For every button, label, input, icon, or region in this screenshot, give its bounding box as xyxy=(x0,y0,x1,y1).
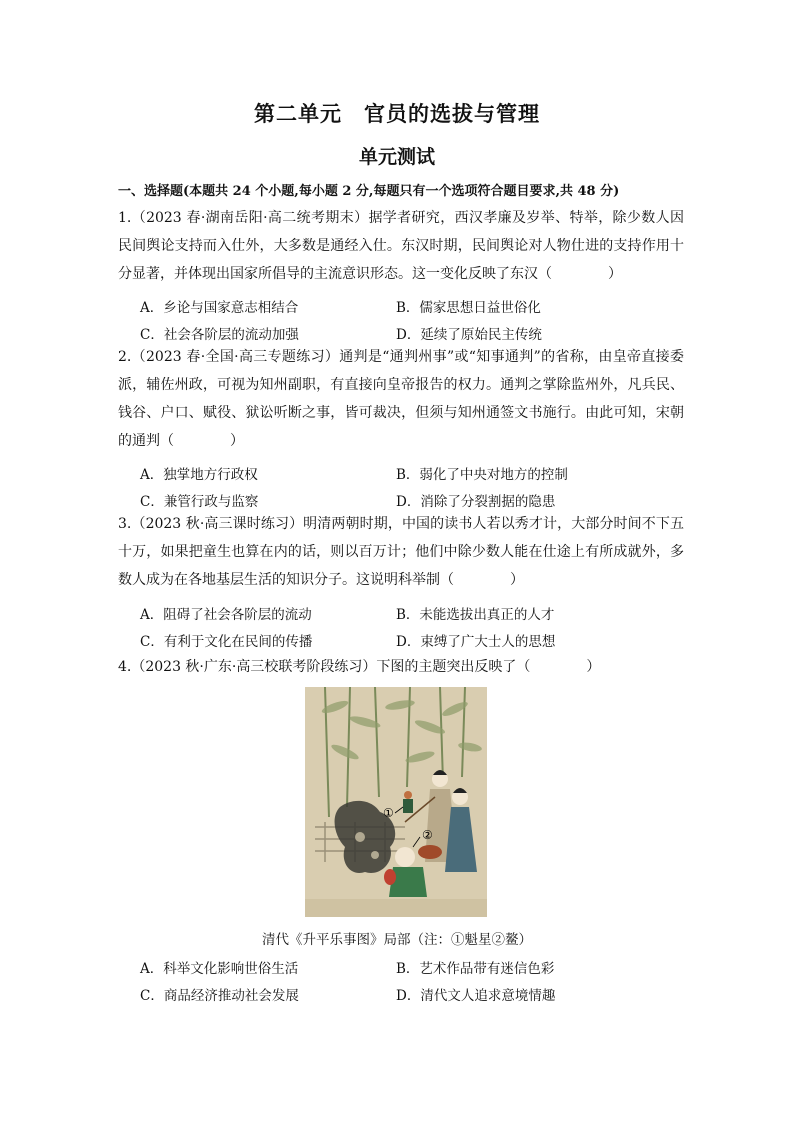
option-a: A．乡论与国家意志相结合 xyxy=(140,300,299,316)
sub-title: 单元测试 xyxy=(358,146,435,168)
option-b: B．儒家思想日益世俗化 xyxy=(396,300,541,316)
question-stem: 1.（2023 春·湖南岳阳·高二统考期末）据学者研究，西汉孝廉及岁举、特举，除少数人因民间舆论支持而入仕外，大多数是通经入仕。东汉时期，民间舆论对人物仕进的支持作用十分显著，并体现出国家所倡导的主流意识形态。这一变化反映了东汉（ xyxy=(118,210,684,282)
section-heading: 一、选择题(本题共 24 个小题,每小题 2 分,每题只有一个选项符合题目要求,共 48 分) xyxy=(118,184,620,199)
option-a: A．独掌地方行政权 xyxy=(140,467,258,483)
option-a: A．阻碍了社会各阶层的流动 xyxy=(140,607,312,623)
question-stem: 4.（2023 秋·广东·高三校联考阶段练习）下图的主题突出反映了（ xyxy=(118,659,531,675)
painting-image xyxy=(305,687,487,917)
figure-caption: 清代《升平乐事图》局部（注：①魁星②鳌） xyxy=(262,932,532,948)
option-c: C．有利于文化在民间的传播 xyxy=(140,634,313,650)
option-b: B．艺术作品带有迷信色彩 xyxy=(396,961,555,977)
option-d: D．消除了分裂割据的隐患 xyxy=(396,494,556,510)
unit-title: 第二单元 官员的选拔与管理 xyxy=(254,102,540,126)
option-b: B．弱化了中央对地方的控制 xyxy=(396,467,568,483)
option-a: A．科举文化影响世俗生活 xyxy=(140,961,299,977)
question-3: 3.（2023 秋·高三课时练习）明清两朝时期，中国的读书人若以秀才计，大部分时间不下五十万，如果把童生也算在内的话，则以百万计；他们中除少数人能在仕途上有所成就外，多数人成为在各地基层生活的知识分子。这说明科举制（ ） xyxy=(118,516,684,588)
marker-2: ② xyxy=(422,828,433,842)
question-stem: 2.（2023 春·全国·高三专题练习）通判是“通判州事”或“知事通判”的省称，由皇帝直接委派，辅佐州政，可视为知州副职，有直接向皇帝报告的权力。通判之掌除监州外，凡兵民、钱谷、户口、赋役、狱讼听断之事，皆可裁决，但须与知州通签文书施行。由此可知，宋朝的通判（ xyxy=(118,349,684,449)
kuixing-figure xyxy=(403,791,413,813)
option-d: D．清代文人追求意境情趣 xyxy=(396,988,556,1004)
option-b: B．未能选拔出真正的人才 xyxy=(396,607,555,623)
question-4: 4.（2023 秋·广东·高三校联考阶段练习）下图的主题突出反映了（ ） xyxy=(118,659,601,675)
marker-1: ① xyxy=(383,806,394,820)
painting-figure xyxy=(305,687,487,917)
question-1: 1.（2023 春·湖南岳阳·高二统考期末）据学者研究，西汉孝廉及岁举、特举，除少数人因民间舆论支持而入仕外，大多数是通经入仕。东汉时期，民间舆论对人物仕进的支持作用十分显著，并体现出国家所倡导的主流意识形态。这一变化反映了东汉（ ） xyxy=(118,210,684,282)
option-d: D．束缚了广大士人的思想 xyxy=(396,634,556,650)
option-c: C．商品经济推动社会发展 xyxy=(140,988,299,1004)
question-2: 2.（2023 春·全国·高三专题练习）通判是“通判州事”或“知事通判”的省称，由皇帝直接委派，辅佐州政，可视为知州副职，有直接向皇帝报告的权力。通判之掌除监州外，凡兵民、钱谷、户口、赋役、狱讼听断之事，皆可裁决，但须与知州通签文书施行。由此可知，宋朝的通判（ ） xyxy=(118,349,684,449)
option-c: C．社会各阶层的流动加强 xyxy=(140,327,299,343)
question-stem: 3.（2023 秋·高三课时练习）明清两朝时期，中国的读书人若以秀才计，大部分时间不下五十万，如果把童生也算在内的话，则以百万计；他们中除少数人能在仕途上有所成就外，多数人成为在各地基层生活的知识分子。这说明科举制（ xyxy=(118,516,684,588)
option-c: C．兼管行政与监察 xyxy=(140,494,259,510)
option-d: D．延续了原始民主传统 xyxy=(396,327,542,343)
